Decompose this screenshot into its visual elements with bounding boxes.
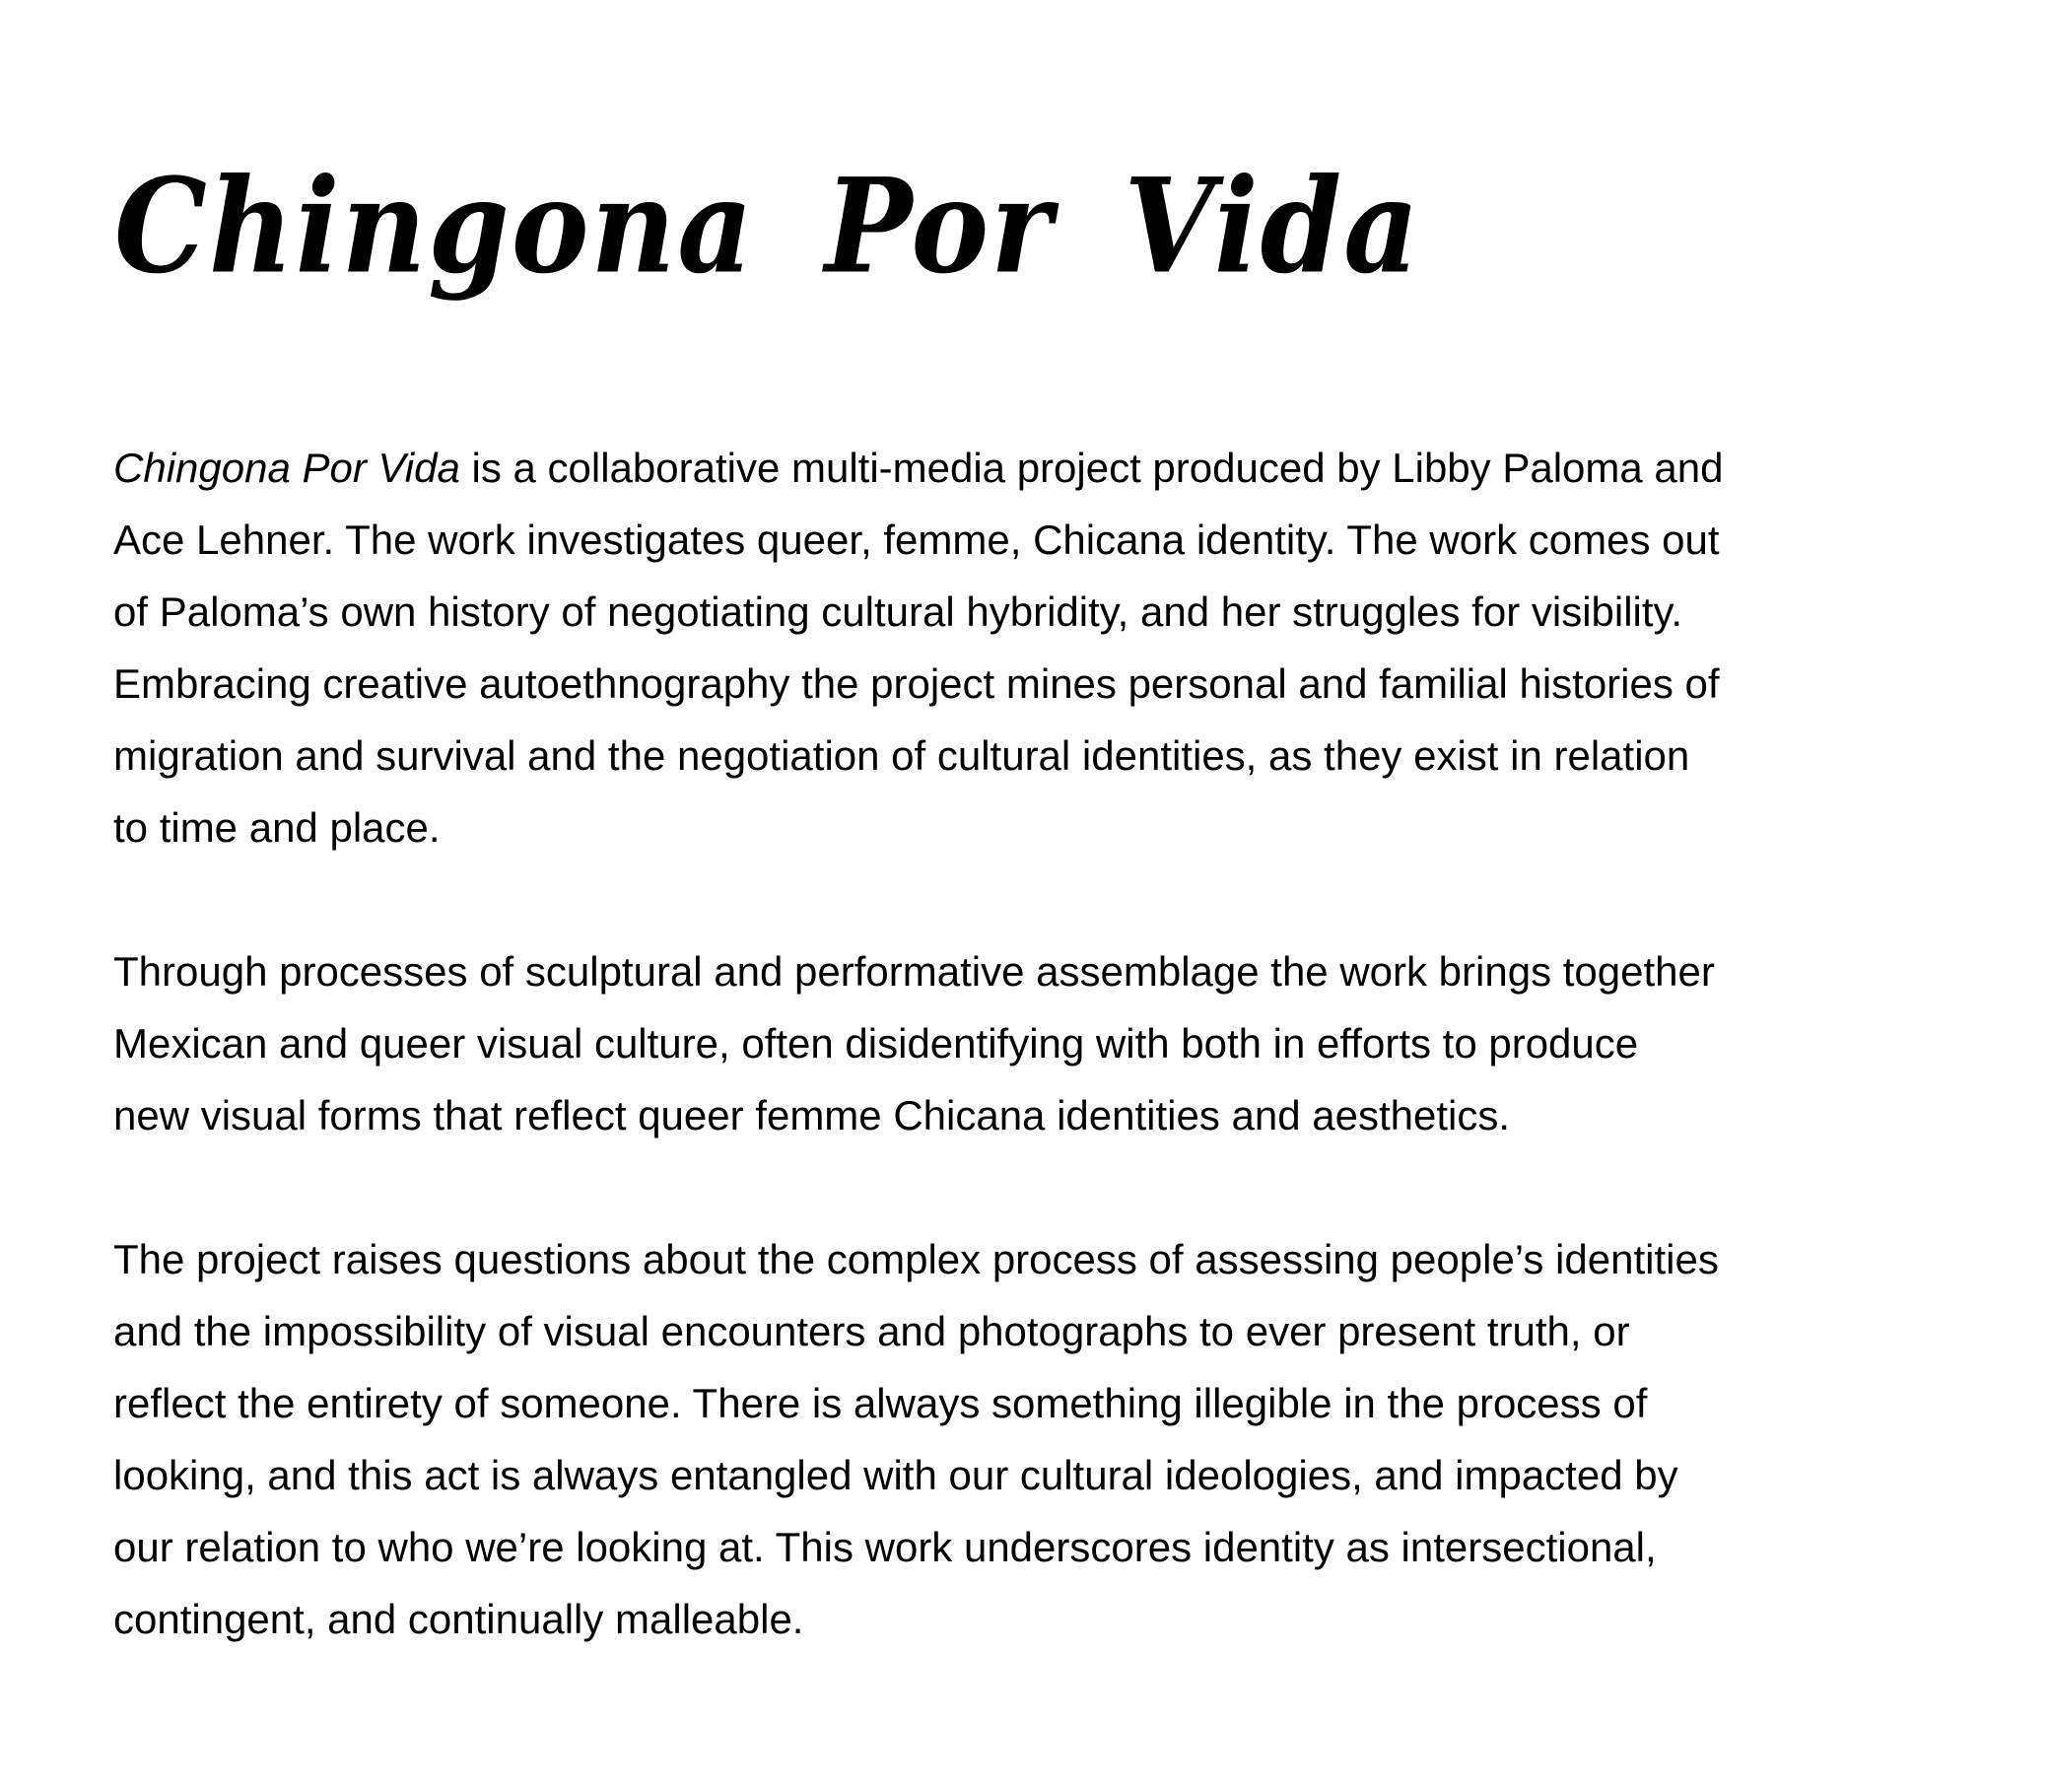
paragraph-1 xyxy=(113,432,1724,863)
paragraph-line xyxy=(113,432,1724,504)
paragraph-line: contingent, and continually malleable. xyxy=(113,1596,804,1642)
paragraph-line: of Paloma’s own history of negotiating cultural hybridity, and her struggles for visibility. xyxy=(113,588,1683,635)
paragraph-3 xyxy=(113,1223,1719,1655)
paragraph-line: Embracing creative autoethnography the project mines personal and familial histories of xyxy=(113,660,1720,707)
paragraph-line: migration and survival and the negotiation of cultural identities, as they exist in relation xyxy=(113,732,1690,779)
paragraph-line: Ace Lehner. The work investigates queer, femme, Chicana identity. The work comes out xyxy=(113,517,1720,563)
paragraph-line: Mexican and queer visual culture, often disidentifying with both in efforts to produce xyxy=(113,1020,1639,1067)
paragraph-line: our relation to who we’re looking at. This work underscores identity as intersectional, xyxy=(113,1524,1657,1570)
italic-project-name: Chingona Por Vida xyxy=(113,445,460,491)
paragraph-line: and the impossibility of visual encounters and photographs to ever present truth, or xyxy=(113,1308,1630,1354)
paragraph-line: to time and place. xyxy=(113,804,441,851)
line-text: is a collaborative multi-media project produced by Libby Paloma and xyxy=(459,445,1724,491)
paragraph-line: looking, and this act is always entangled with our cultural ideologies, and impacted by xyxy=(113,1452,1678,1498)
paragraph-2 xyxy=(113,935,1715,1151)
paragraph-line: reflect the entirety of someone. There is always something illegible in the process of xyxy=(113,1380,1648,1426)
paragraph-line: Through processes of sculptural and performative assemblage the work brings together xyxy=(113,948,1715,995)
page-title: Chingona Por Vida xyxy=(114,149,1421,303)
paragraph-line: The project raises questions about the complex process of assessing people’s identities xyxy=(113,1236,1719,1282)
paragraph-line: new visual forms that reflect queer femme Chicana identities and aesthetics. xyxy=(113,1092,1511,1138)
